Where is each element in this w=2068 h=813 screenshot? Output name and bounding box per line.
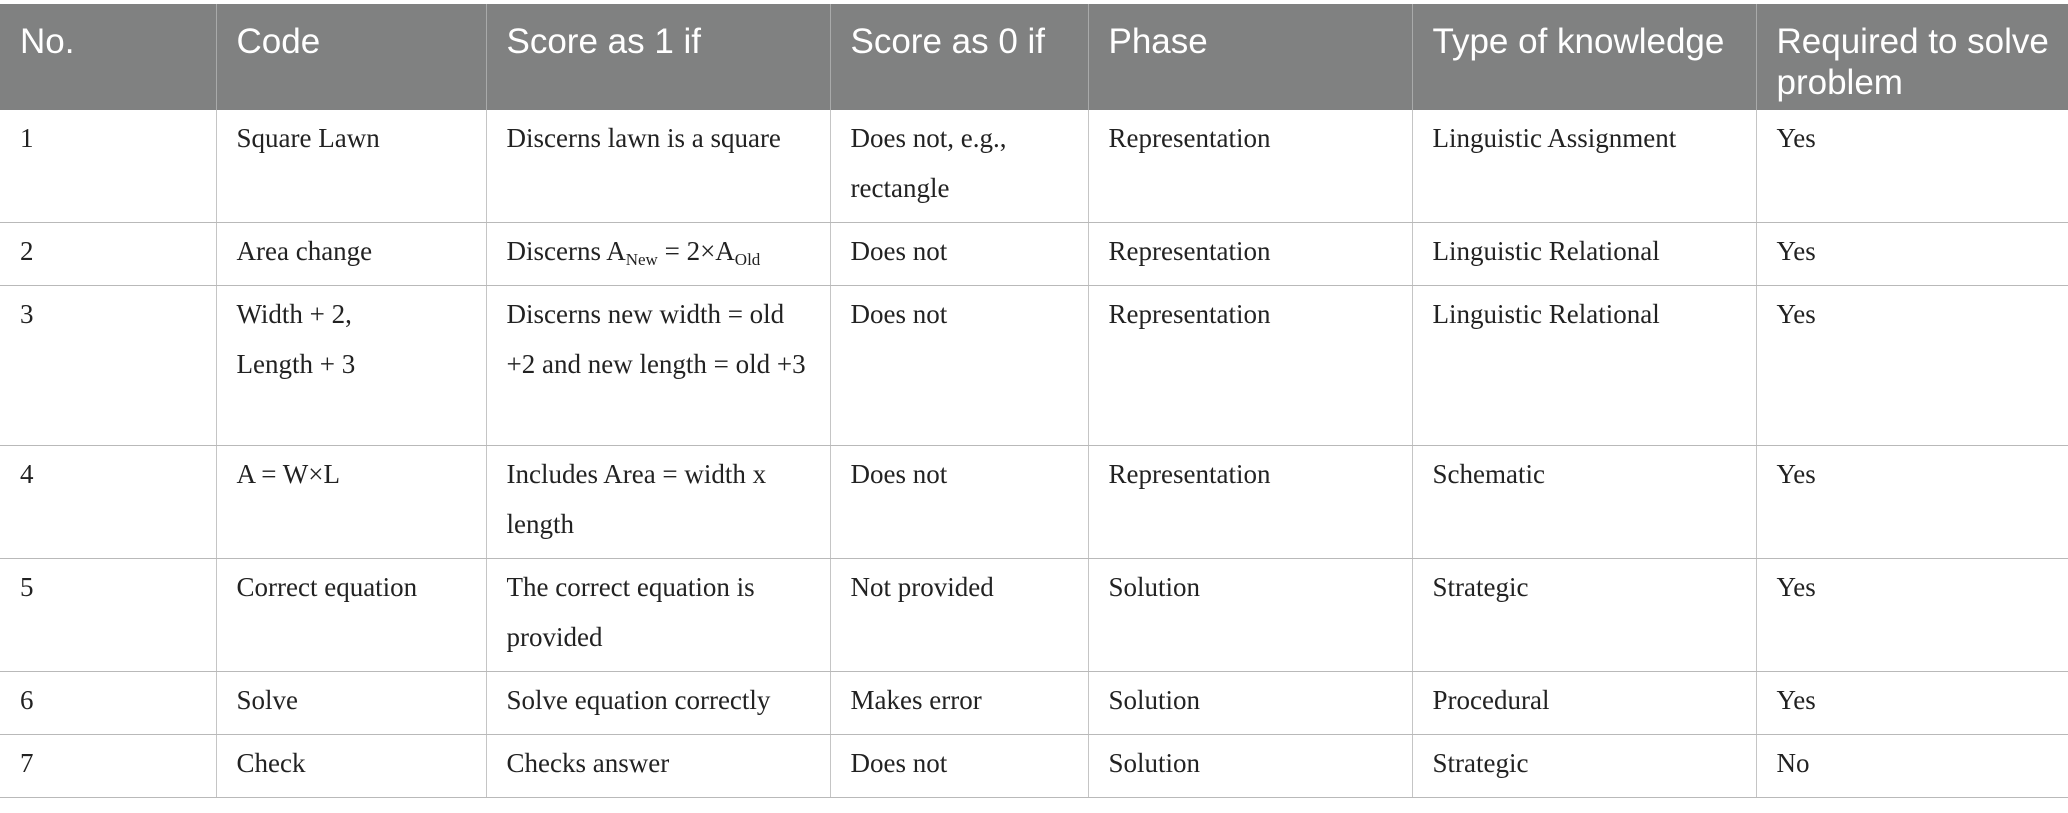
cell-code: Check (216, 735, 486, 798)
table-row (0, 446, 2068, 559)
table-row (0, 735, 2068, 798)
header-score-0: Score as 0 if (830, 4, 1088, 110)
table-row (0, 110, 2068, 223)
cell-code: Width + 2, Length + 3 (216, 286, 486, 446)
header-no: No. (0, 4, 216, 110)
cell-required: Yes (1756, 110, 2068, 223)
header-score-1: Score as 1 if (486, 4, 830, 110)
cell-score-0: Does not (830, 286, 1088, 446)
cell-no: 7 (0, 735, 216, 798)
subscript-old: Old (734, 250, 761, 269)
cell-score-0: Does not (830, 735, 1088, 798)
cell-no: 5 (0, 559, 216, 672)
cell-required: Yes (1756, 286, 2068, 446)
cell-no: 4 (0, 446, 216, 559)
scoring-table (0, 4, 2068, 798)
cell-code: Square Lawn (216, 110, 486, 223)
cell-type: Linguistic Assignment (1412, 110, 1756, 223)
cell-type: Strategic (1412, 559, 1756, 672)
cell-phase: Representation (1088, 110, 1412, 223)
cell-score-1: Includes Area = width x length (486, 446, 830, 559)
cell-phase: Solution (1088, 559, 1412, 672)
cell-score-1 (486, 223, 830, 286)
score-1-mid: = 2×A (657, 236, 735, 266)
cell-type: Schematic (1412, 446, 1756, 559)
score-1-prefix: Discerns A (506, 236, 626, 266)
cell-type: Procedural (1412, 672, 1756, 735)
cell-phase: Representation (1088, 286, 1412, 446)
header-type-of-knowledge: Type of knowledge (1412, 4, 1756, 110)
cell-no: 6 (0, 672, 216, 735)
cell-required: Yes (1756, 223, 2068, 286)
cell-score-0: Makes error (830, 672, 1088, 735)
cell-score-1: Checks answer (486, 735, 830, 798)
cell-phase: Representation (1088, 446, 1412, 559)
cell-code: A = W×L (216, 446, 486, 559)
header-code: Code (216, 4, 486, 110)
header-row (0, 4, 2068, 110)
cell-score-0: Does not, e.g., rectangle (830, 110, 1088, 223)
cell-score-0: Does not (830, 223, 1088, 286)
cell-required: Yes (1756, 446, 2068, 559)
table-header (0, 4, 2068, 110)
cell-no: 3 (0, 286, 216, 446)
cell-code: Area change (216, 223, 486, 286)
cell-type: Linguistic Relational (1412, 223, 1756, 286)
cell-score-0: Does not (830, 446, 1088, 559)
cell-required: No (1756, 735, 2068, 798)
header-required: Required to solve problem (1756, 4, 2068, 110)
cell-score-1: Solve equation correctly (486, 672, 830, 735)
cell-score-1: Discerns new width = old +2 and new length = old +3 (486, 286, 830, 446)
cell-required: Yes (1756, 672, 2068, 735)
header-phase: Phase (1088, 4, 1412, 110)
table-body (0, 110, 2068, 798)
cell-score-1: Discerns lawn is a square (486, 110, 830, 223)
cell-no: 1 (0, 110, 216, 223)
table-row (0, 223, 2068, 286)
cell-phase: Solution (1088, 672, 1412, 735)
table-row (0, 559, 2068, 672)
cell-code: Correct equation (216, 559, 486, 672)
table-row (0, 286, 2068, 446)
cell-required: Yes (1756, 559, 2068, 672)
cell-score-1: The correct equation is provided (486, 559, 830, 672)
table-row (0, 672, 2068, 735)
cell-no: 2 (0, 223, 216, 286)
cell-score-0: Not provided (830, 559, 1088, 672)
cell-type: Linguistic Relational (1412, 286, 1756, 446)
subscript-new: New (625, 250, 658, 269)
cell-phase: Solution (1088, 735, 1412, 798)
cell-phase: Representation (1088, 223, 1412, 286)
cell-code: Solve (216, 672, 486, 735)
cell-type: Strategic (1412, 735, 1756, 798)
